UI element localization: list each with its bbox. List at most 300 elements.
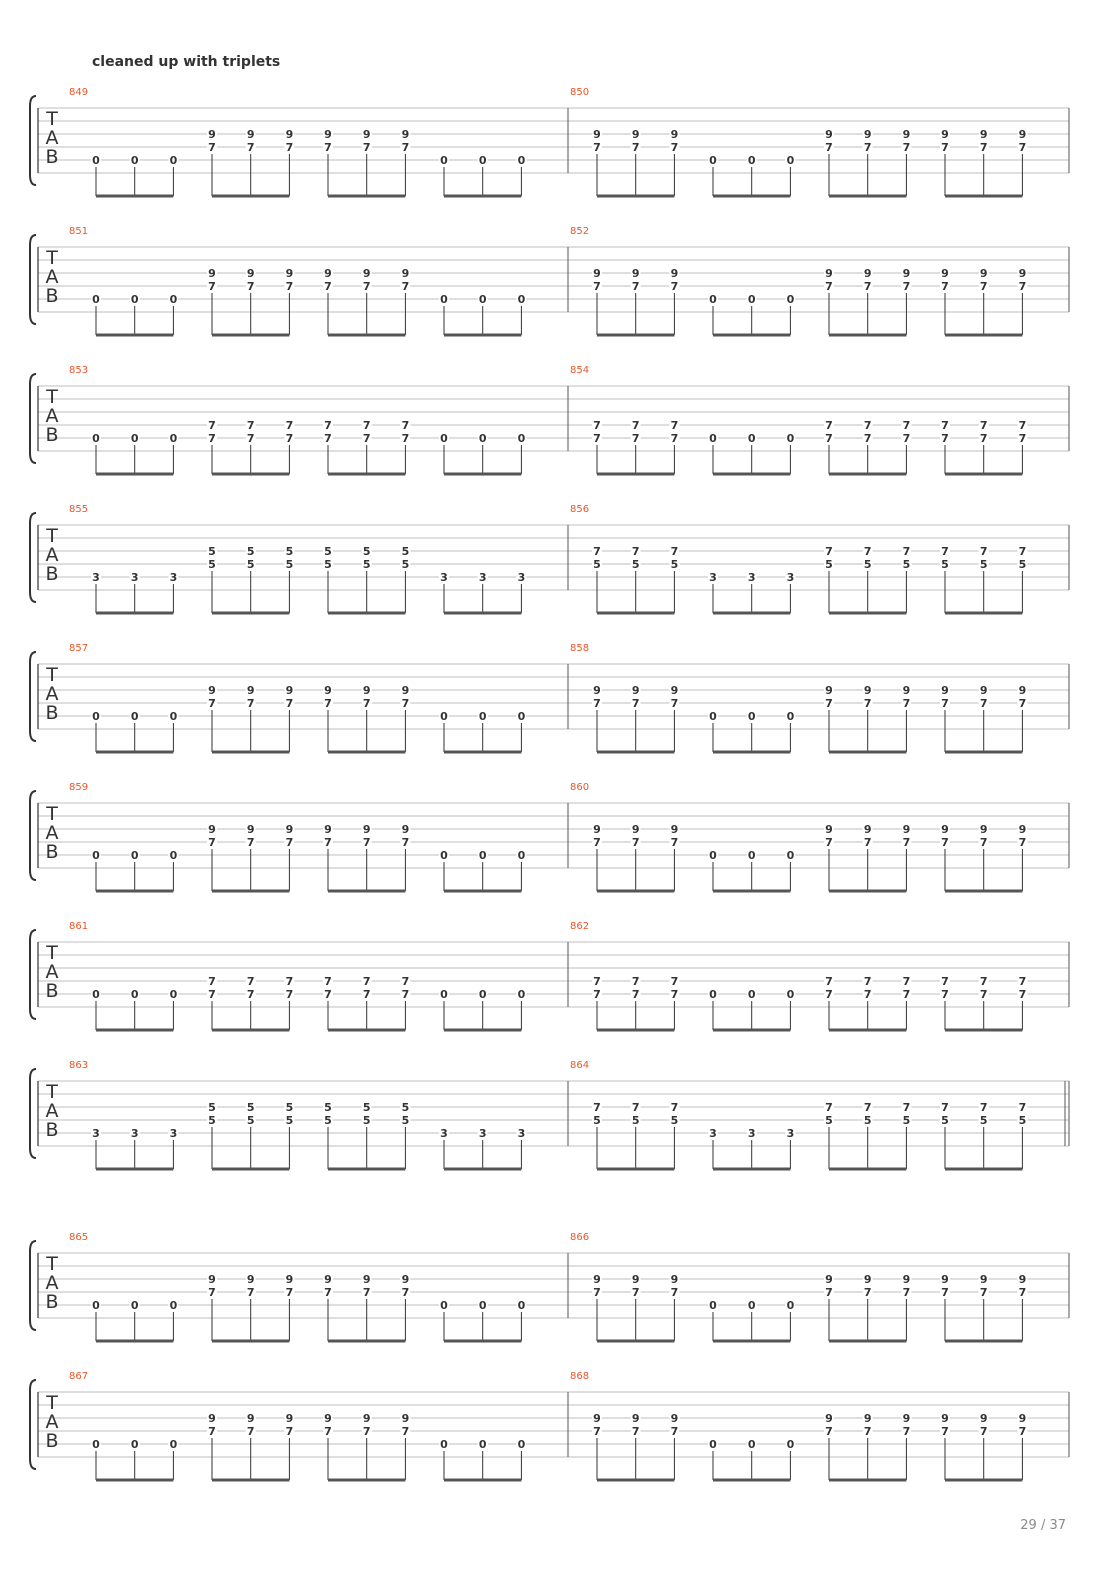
fret-number: 9 — [362, 128, 371, 141]
fret-number: 9 — [401, 1412, 410, 1425]
fret-number: 0 — [478, 988, 487, 1001]
fret-number: 7 — [285, 1286, 294, 1299]
fret-number: 9 — [902, 823, 911, 836]
fret-number: 0 — [440, 1438, 448, 1451]
fret-number: 7 — [941, 419, 949, 432]
fret-number: 5 — [324, 545, 332, 558]
fret-number: 7 — [670, 988, 679, 1001]
tab-clef-letter: A — [45, 961, 59, 983]
fret-number: 3 — [478, 571, 487, 584]
fret-number: 9 — [941, 1412, 949, 1425]
fret-number: 7 — [362, 1286, 371, 1299]
fret-number: 9 — [631, 823, 640, 836]
fret-number: 0 — [709, 1299, 717, 1312]
tab-clef-letter: A — [45, 1272, 59, 1294]
fret-number: 0 — [747, 432, 756, 445]
fret-number: 7 — [825, 975, 833, 988]
fret-number: 0 — [517, 1299, 526, 1312]
fret-number: 0 — [440, 710, 448, 723]
tab-clef-letter: A — [45, 822, 59, 844]
fret-number: 7 — [631, 432, 640, 445]
fret-number: 7 — [324, 836, 332, 849]
fret-number: 7 — [208, 1286, 216, 1299]
fret-number: 5 — [401, 1114, 410, 1127]
fret-number: 7 — [941, 1286, 949, 1299]
fret-number: 0 — [440, 293, 448, 306]
fret-number: 9 — [1018, 684, 1027, 697]
fret-number: 7 — [362, 280, 371, 293]
fret-number: 0 — [786, 432, 795, 445]
fret-number: 7 — [941, 1425, 949, 1438]
fret-number: 7 — [670, 697, 679, 710]
fret-number: 9 — [362, 1273, 371, 1286]
tab-system — [30, 643, 1069, 752]
measure-number: 863 — [69, 1060, 89, 1071]
fret-number: 7 — [825, 836, 833, 849]
fret-number: 0 — [440, 154, 448, 167]
system-bracket — [30, 791, 36, 880]
fret-number: 7 — [979, 545, 988, 558]
fret-number: 9 — [670, 684, 679, 697]
fret-number: 9 — [979, 823, 988, 836]
fret-number: 5 — [285, 1114, 294, 1127]
fret-number: 3 — [709, 1127, 717, 1140]
fret-number: 5 — [362, 558, 371, 571]
fret-number: 7 — [1018, 1425, 1027, 1438]
fret-number: 9 — [208, 1273, 216, 1286]
fret-number: 7 — [362, 419, 371, 432]
fret-number: 7 — [593, 545, 601, 558]
fret-number: 0 — [130, 710, 139, 723]
fret-number: 5 — [670, 1114, 679, 1127]
fret-number: 0 — [709, 710, 717, 723]
fret-number: 9 — [362, 1412, 371, 1425]
fret-number: 9 — [285, 1412, 294, 1425]
fret-number: 9 — [631, 1273, 640, 1286]
measure-number: 858 — [570, 643, 590, 654]
fret-number: 5 — [362, 1101, 371, 1114]
fret-number: 9 — [670, 128, 679, 141]
tab-clef-letter: T — [46, 525, 58, 547]
tab-clef-letter: T — [46, 664, 58, 686]
fret-number: 0 — [517, 432, 526, 445]
system-bracket — [30, 96, 36, 185]
fret-number: 5 — [825, 558, 833, 571]
system-bracket — [30, 1241, 36, 1330]
fret-number: 7 — [401, 1286, 410, 1299]
fret-number: 7 — [1018, 975, 1027, 988]
fret-number: 7 — [1018, 419, 1027, 432]
fret-number: 9 — [401, 267, 410, 280]
tab-clef-letter: B — [45, 841, 59, 863]
fret-number: 7 — [979, 975, 988, 988]
fret-number: 7 — [670, 975, 679, 988]
fret-number: 0 — [130, 1438, 139, 1451]
fret-number: 9 — [941, 267, 949, 280]
tab-clef-letter: B — [45, 285, 59, 307]
fret-number: 7 — [593, 836, 601, 849]
fret-number: 7 — [208, 975, 216, 988]
fret-number: 7 — [285, 836, 294, 849]
fret-number: 5 — [631, 1114, 640, 1127]
fret-number: 7 — [285, 432, 294, 445]
fret-number: 7 — [324, 975, 332, 988]
tab-clef-letter: T — [46, 1081, 58, 1103]
fret-number: 9 — [285, 823, 294, 836]
system-bracket — [30, 930, 36, 1019]
fret-number: 9 — [324, 1273, 332, 1286]
tab-clef-letter: A — [45, 683, 59, 705]
fret-number: 3 — [478, 1127, 487, 1140]
fret-number: 7 — [208, 432, 216, 445]
tab-clef-letter: T — [46, 803, 58, 825]
fret-number: 9 — [863, 684, 872, 697]
fret-number: 7 — [902, 836, 911, 849]
fret-number: 7 — [979, 141, 988, 154]
fret-number: 7 — [324, 280, 332, 293]
fret-number: 5 — [941, 558, 949, 571]
fret-number: 9 — [902, 267, 911, 280]
fret-number: 9 — [208, 1412, 216, 1425]
fret-number: 9 — [401, 684, 410, 697]
fret-number: 9 — [825, 684, 833, 697]
fret-number: 9 — [593, 823, 601, 836]
fret-number: 7 — [825, 432, 833, 445]
fret-number: 7 — [902, 1425, 911, 1438]
fret-number: 7 — [631, 419, 640, 432]
tab-clef-letter: T — [46, 247, 58, 269]
tab-clef-letter: B — [45, 1430, 59, 1452]
fret-number: 7 — [863, 988, 872, 1001]
fret-number: 3 — [517, 1127, 526, 1140]
fret-number: 7 — [941, 280, 949, 293]
fret-number: 7 — [863, 697, 872, 710]
fret-number: 5 — [979, 1114, 988, 1127]
fret-number: 9 — [863, 1412, 872, 1425]
fret-number: 7 — [979, 1425, 988, 1438]
fret-number: 7 — [401, 1425, 410, 1438]
fret-number: 7 — [941, 697, 949, 710]
fret-number: 0 — [517, 154, 526, 167]
fret-number: 5 — [285, 558, 294, 571]
fret-number: 9 — [208, 128, 216, 141]
fret-number: 9 — [941, 823, 949, 836]
measure-number: 849 — [69, 87, 89, 98]
fret-number: 7 — [863, 836, 872, 849]
fret-number: 7 — [941, 432, 949, 445]
fret-number: 3 — [169, 571, 178, 584]
fret-number: 7 — [631, 1286, 640, 1299]
fret-number: 0 — [92, 849, 100, 862]
fret-number: 0 — [440, 1299, 448, 1312]
fret-number: 7 — [941, 988, 949, 1001]
score-title: cleaned up with triplets — [92, 54, 281, 70]
fret-number: 7 — [593, 975, 601, 988]
fret-number: 5 — [246, 1114, 255, 1127]
fret-number: 3 — [786, 571, 795, 584]
fret-number: 7 — [1018, 988, 1027, 1001]
fret-number: 7 — [979, 1101, 988, 1114]
fret-number: 5 — [362, 545, 371, 558]
fret-number: 0 — [169, 154, 178, 167]
fret-number: 7 — [902, 419, 911, 432]
fret-number: 7 — [401, 697, 410, 710]
fret-number: 9 — [631, 128, 640, 141]
fret-number: 7 — [902, 141, 911, 154]
fret-number: 9 — [593, 1412, 601, 1425]
fret-number: 0 — [786, 849, 795, 862]
fret-number: 7 — [246, 141, 255, 154]
fret-number: 0 — [440, 849, 448, 862]
fret-number: 5 — [246, 545, 255, 558]
tab-clef-letter: B — [45, 1291, 59, 1313]
fret-number: 3 — [786, 1127, 795, 1140]
fret-number: 9 — [401, 823, 410, 836]
fret-number: 0 — [130, 849, 139, 862]
fret-number: 5 — [285, 545, 294, 558]
fret-number: 7 — [285, 975, 294, 988]
fret-number: 9 — [863, 267, 872, 280]
fret-number: 7 — [825, 697, 833, 710]
fret-number: 5 — [208, 1101, 216, 1114]
fret-number: 7 — [1018, 836, 1027, 849]
fret-number: 0 — [169, 710, 178, 723]
fret-number: 9 — [979, 267, 988, 280]
fret-number: 7 — [285, 419, 294, 432]
fret-number: 7 — [362, 1425, 371, 1438]
fret-number: 7 — [863, 280, 872, 293]
fret-number: 0 — [130, 432, 139, 445]
fret-number: 3 — [747, 1127, 756, 1140]
fret-number: 7 — [670, 1286, 679, 1299]
tab-clef-letter: A — [45, 127, 59, 149]
fret-number: 9 — [1018, 1273, 1027, 1286]
fret-number: 7 — [208, 836, 216, 849]
fret-number: 7 — [902, 432, 911, 445]
fret-number: 7 — [979, 280, 988, 293]
fret-number: 7 — [285, 1425, 294, 1438]
fret-number: 9 — [863, 1273, 872, 1286]
measure-number: 860 — [570, 782, 590, 793]
fret-number: 5 — [825, 1114, 833, 1127]
fret-number: 9 — [246, 1412, 255, 1425]
fret-number: 7 — [631, 697, 640, 710]
tab-clef-letter: A — [45, 405, 59, 427]
fret-number: 0 — [92, 988, 100, 1001]
fret-number: 9 — [362, 823, 371, 836]
fret-number: 7 — [246, 280, 255, 293]
fret-number: 9 — [246, 684, 255, 697]
fret-number: 9 — [979, 684, 988, 697]
fret-number: 7 — [941, 141, 949, 154]
fret-number: 9 — [324, 823, 332, 836]
fret-number: 5 — [902, 1114, 911, 1127]
fret-number: 5 — [863, 1114, 872, 1127]
fret-number: 7 — [979, 697, 988, 710]
fret-number: 7 — [593, 1286, 601, 1299]
fret-number: 9 — [208, 823, 216, 836]
measure-number: 864 — [570, 1060, 590, 1071]
fret-number: 9 — [979, 1412, 988, 1425]
tab-clef-letter: B — [45, 702, 59, 724]
fret-number: 7 — [941, 545, 949, 558]
fret-number: 9 — [941, 1273, 949, 1286]
fret-number: 7 — [979, 1286, 988, 1299]
fret-number: 3 — [130, 571, 139, 584]
fret-number: 7 — [863, 419, 872, 432]
tab-system — [30, 1232, 1069, 1341]
fret-number: 7 — [362, 975, 371, 988]
tab-clef-letter: T — [46, 108, 58, 130]
tab-clef-letter: B — [45, 424, 59, 446]
fret-number: 7 — [324, 1286, 332, 1299]
fret-number: 7 — [401, 141, 410, 154]
fret-number: 0 — [92, 1438, 100, 1451]
measure-number: 862 — [570, 921, 590, 932]
fret-number: 5 — [324, 1101, 332, 1114]
fret-number: 7 — [285, 697, 294, 710]
fret-number: 7 — [902, 697, 911, 710]
fret-number: 0 — [786, 710, 795, 723]
fret-number: 0 — [130, 154, 139, 167]
fret-number: 9 — [362, 684, 371, 697]
fret-number: 7 — [401, 975, 410, 988]
fret-number: 7 — [825, 545, 833, 558]
fret-number: 0 — [478, 154, 487, 167]
fret-number: 7 — [1018, 545, 1027, 558]
fret-number: 0 — [747, 710, 756, 723]
fret-number: 5 — [631, 558, 640, 571]
fret-number: 7 — [941, 836, 949, 849]
fret-number: 9 — [285, 684, 294, 697]
fret-number: 9 — [941, 128, 949, 141]
fret-number: 3 — [709, 571, 717, 584]
fret-number: 0 — [709, 432, 717, 445]
fret-number: 0 — [478, 710, 487, 723]
measure-number: 867 — [69, 1371, 89, 1382]
fret-number: 3 — [517, 571, 526, 584]
fret-number: 7 — [285, 141, 294, 154]
fret-number: 7 — [979, 432, 988, 445]
tab-clef-letter: B — [45, 980, 59, 1002]
fret-number: 9 — [246, 128, 255, 141]
fret-number: 5 — [902, 558, 911, 571]
fret-number: 0 — [169, 988, 178, 1001]
fret-number: 0 — [709, 988, 717, 1001]
fret-number: 5 — [941, 1114, 949, 1127]
fret-number: 0 — [130, 293, 139, 306]
fret-number: 5 — [979, 558, 988, 571]
fret-number: 7 — [631, 545, 640, 558]
fret-number: 9 — [941, 684, 949, 697]
fret-number: 9 — [825, 1273, 833, 1286]
tab-clef-letter: A — [45, 1411, 59, 1433]
measure-number: 865 — [69, 1232, 89, 1243]
fret-number: 7 — [401, 988, 410, 1001]
fret-number: 5 — [362, 1114, 371, 1127]
fret-number: 9 — [825, 128, 833, 141]
fret-number: 7 — [208, 280, 216, 293]
fret-number: 9 — [902, 128, 911, 141]
fret-number: 0 — [478, 1299, 487, 1312]
fret-number: 0 — [478, 432, 487, 445]
fret-number: 0 — [747, 1438, 756, 1451]
fret-number: 9 — [208, 267, 216, 280]
fret-number: 0 — [517, 988, 526, 1001]
fret-number: 9 — [670, 267, 679, 280]
fret-number: 5 — [246, 1101, 255, 1114]
fret-number: 7 — [246, 1425, 255, 1438]
fret-number: 7 — [631, 1101, 640, 1114]
tab-system — [30, 87, 1069, 196]
fret-number: 0 — [709, 293, 717, 306]
fret-number: 0 — [478, 849, 487, 862]
fret-number: 7 — [401, 836, 410, 849]
fret-number: 9 — [631, 1412, 640, 1425]
fret-number: 0 — [709, 154, 717, 167]
fret-number: 7 — [324, 141, 332, 154]
fret-number: 0 — [169, 432, 178, 445]
fret-number: 7 — [362, 141, 371, 154]
fret-number: 9 — [670, 1412, 679, 1425]
measure-number: 852 — [570, 226, 590, 237]
fret-number: 7 — [208, 697, 216, 710]
fret-number: 5 — [285, 1101, 294, 1114]
fret-number: 5 — [401, 545, 410, 558]
measure-number: 855 — [69, 504, 89, 515]
fret-number: 9 — [670, 1273, 679, 1286]
fret-number: 7 — [362, 988, 371, 1001]
fret-number: 7 — [825, 1101, 833, 1114]
fret-number: 7 — [979, 836, 988, 849]
fret-number: 9 — [902, 684, 911, 697]
fret-number: 7 — [670, 419, 679, 432]
fret-number: 7 — [631, 280, 640, 293]
system-bracket — [30, 1380, 36, 1469]
fret-number: 0 — [786, 1438, 795, 1451]
fret-number: 9 — [593, 267, 601, 280]
tab-clef-letter: T — [46, 1253, 58, 1275]
fret-number: 7 — [208, 1425, 216, 1438]
fret-number: 9 — [1018, 823, 1027, 836]
fret-number: 7 — [670, 280, 679, 293]
fret-number: 0 — [786, 154, 795, 167]
tab-system — [30, 782, 1069, 891]
fret-number: 7 — [902, 280, 911, 293]
fret-number: 0 — [747, 849, 756, 862]
fret-number: 7 — [246, 988, 255, 1001]
measure-number: 868 — [570, 1371, 590, 1382]
tab-clef-letter: A — [45, 544, 59, 566]
fret-number: 7 — [593, 1425, 601, 1438]
fret-number: 7 — [246, 432, 255, 445]
fret-number: 7 — [631, 141, 640, 154]
fret-number: 9 — [285, 1273, 294, 1286]
fret-number: 0 — [478, 293, 487, 306]
fret-number: 7 — [401, 280, 410, 293]
fret-number: 7 — [825, 280, 833, 293]
tab-system — [30, 504, 1069, 613]
measure-number: 850 — [570, 87, 590, 98]
fret-number: 9 — [362, 267, 371, 280]
fret-number: 7 — [863, 975, 872, 988]
fret-number: 5 — [1018, 1114, 1027, 1127]
tab-clef-letter: T — [46, 1392, 58, 1414]
fret-number: 7 — [670, 141, 679, 154]
fret-number: 7 — [670, 432, 679, 445]
system-bracket — [30, 1069, 36, 1158]
fret-number: 9 — [285, 267, 294, 280]
